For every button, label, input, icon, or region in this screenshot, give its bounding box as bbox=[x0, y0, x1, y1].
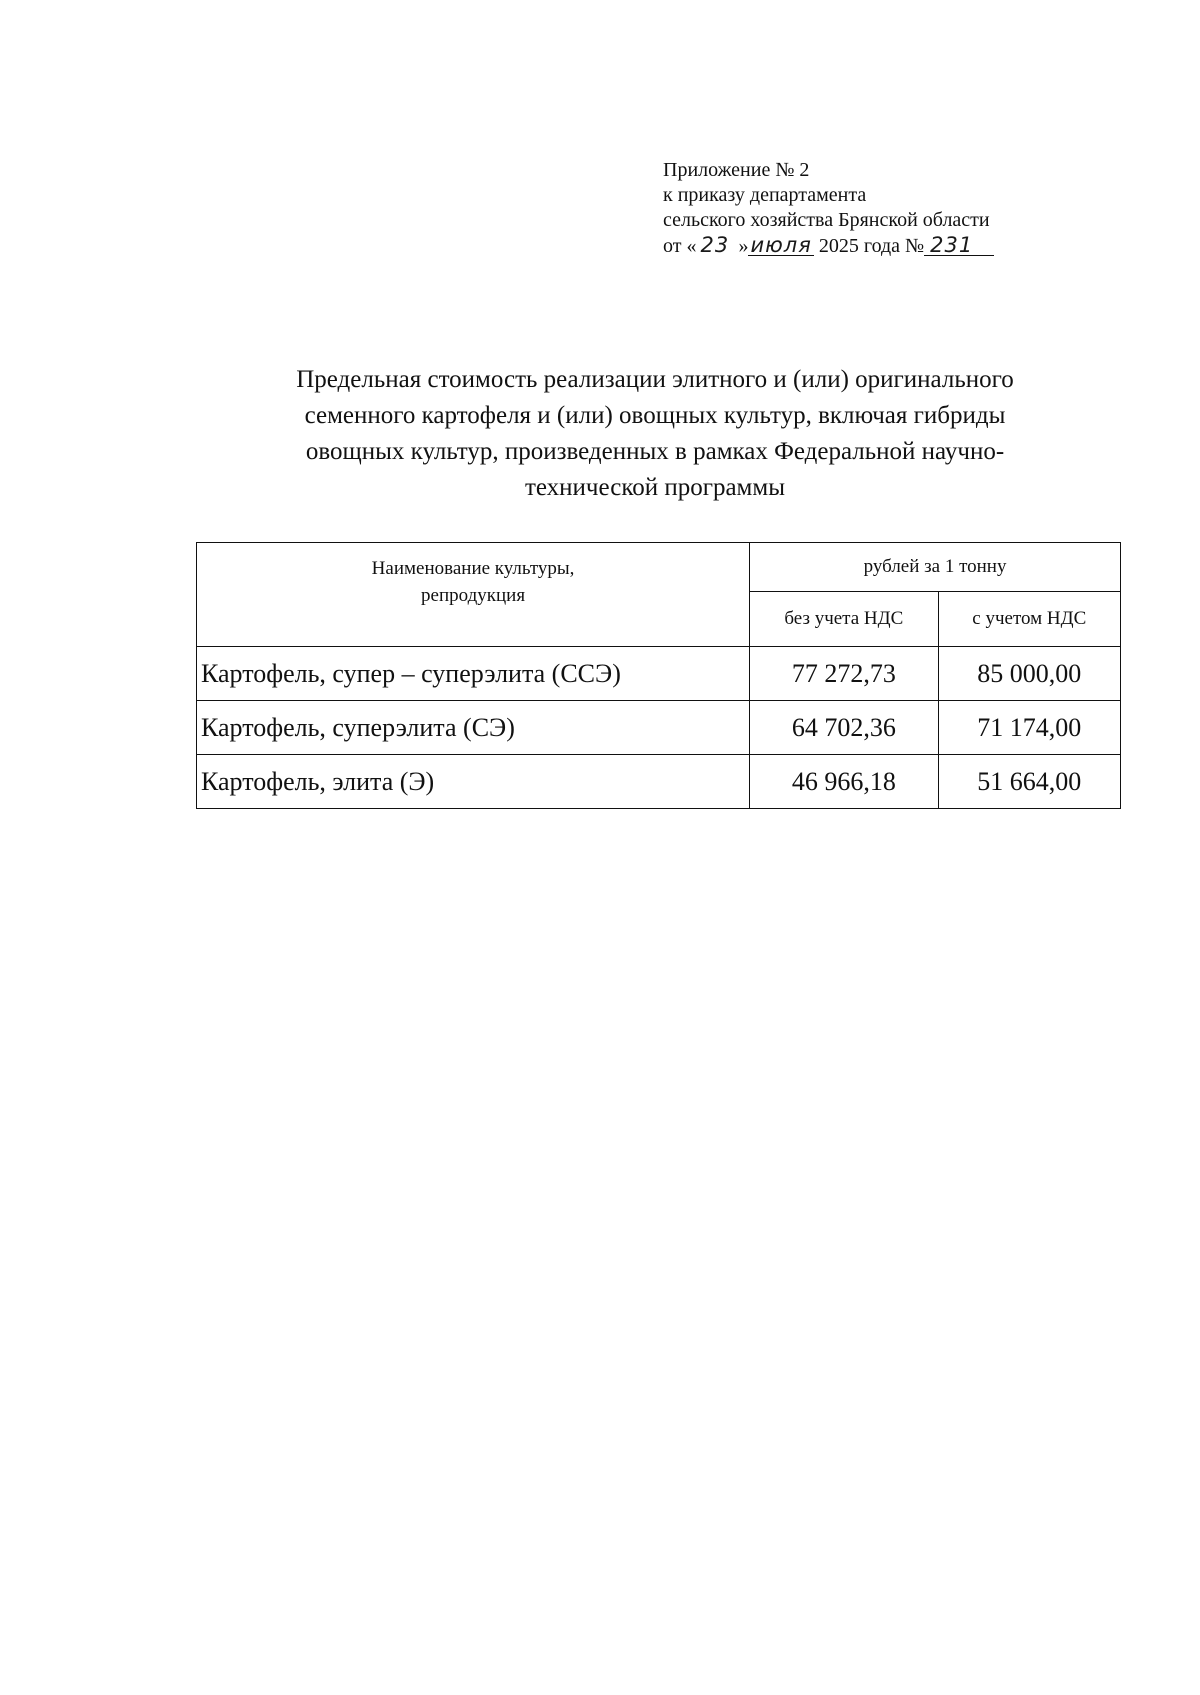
appendix-title: Приложение № 2 bbox=[663, 159, 810, 181]
header-with-vat: с учетом НДС bbox=[938, 592, 1120, 647]
document-title bbox=[200, 362, 1110, 506]
appendix-block bbox=[663, 158, 994, 259]
crop-name-cell: Картофель, суперэлита (СЭ) bbox=[197, 701, 750, 755]
title-line-3: овощных культур, произведенных в рамках Федеральной научно- bbox=[305, 438, 1005, 465]
handwritten-day: 23 bbox=[700, 233, 730, 257]
header-crop-name-line1: Наименование культуры, bbox=[371, 558, 575, 579]
appendix-date-line bbox=[663, 233, 994, 259]
price-with-vat-cell: 51 664,00 bbox=[938, 755, 1120, 809]
crop-name-cell: Картофель, элита (Э) bbox=[197, 755, 750, 809]
appendix-order-ref: к приказу департамента bbox=[663, 184, 867, 206]
price-with-vat-cell: 71 174,00 bbox=[938, 701, 1120, 755]
date-year: 2025 года № bbox=[818, 235, 925, 257]
table-row bbox=[197, 701, 1121, 755]
price-without-vat-cell: 46 966,18 bbox=[750, 755, 938, 809]
date-prefix: от « bbox=[663, 235, 697, 257]
price-table bbox=[196, 542, 1121, 809]
appendix-department: сельского хозяйства Брянской области bbox=[663, 209, 990, 231]
title-line-4: технической программы bbox=[524, 474, 785, 501]
header-crop-name bbox=[197, 543, 750, 647]
title-line-2: семенного картофеля и (или) овощных культур, включая гибриды bbox=[304, 402, 1006, 429]
crop-name-cell: Картофель, супер – суперэлита (ССЭ) bbox=[197, 647, 750, 701]
title-line-1: Предельная стоимость реализации элитного и (или) оригинального bbox=[296, 366, 1014, 393]
price-without-vat-cell: 77 272,73 bbox=[750, 647, 938, 701]
header-price-group: рублей за 1 тонну bbox=[750, 543, 1121, 592]
handwritten-month: июля bbox=[750, 233, 812, 257]
header-without-vat: без учета НДС bbox=[750, 592, 938, 647]
table-row bbox=[197, 755, 1121, 809]
table-row bbox=[197, 647, 1121, 701]
date-mid: » bbox=[738, 235, 749, 257]
handwritten-order-number: 231 bbox=[924, 235, 994, 256]
table-header-row bbox=[197, 543, 1121, 592]
price-with-vat-cell: 85 000,00 bbox=[938, 647, 1120, 701]
price-without-vat-cell: 64 702,36 bbox=[750, 701, 938, 755]
header-crop-name-line2: репродукция bbox=[421, 585, 526, 606]
